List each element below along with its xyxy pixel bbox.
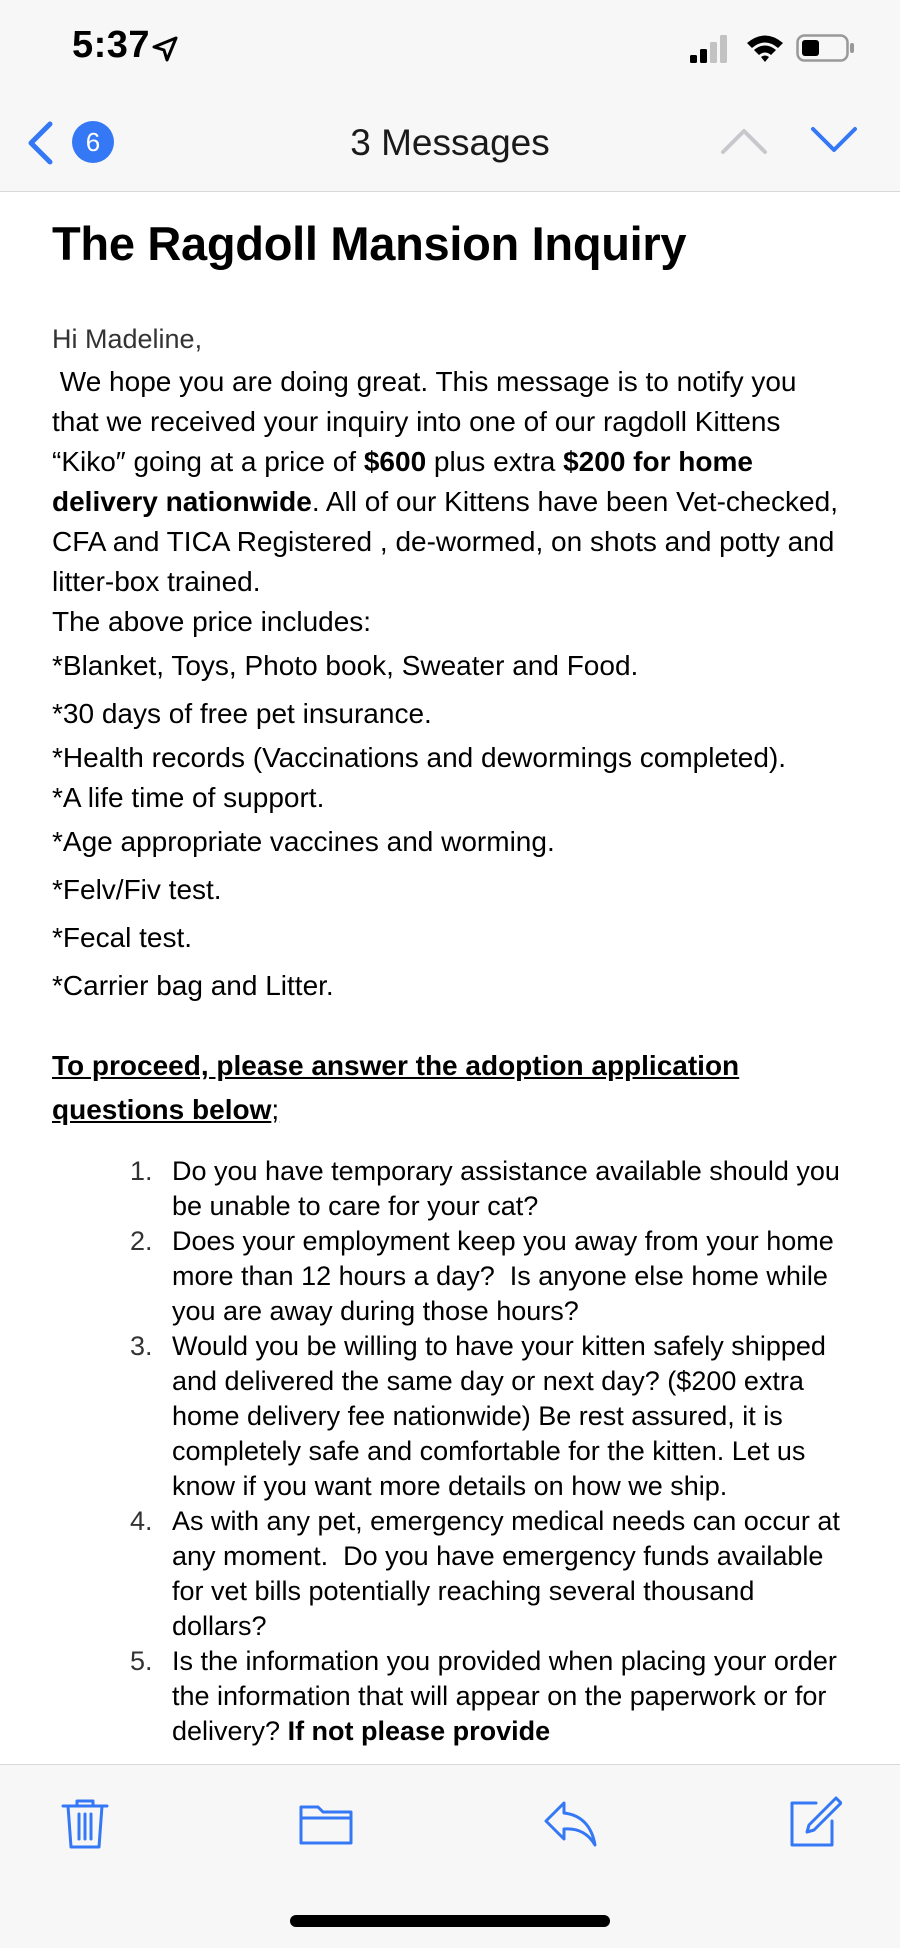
delivery-fee: $200 for home delivery nationwide xyxy=(52,446,753,517)
compose-icon[interactable] xyxy=(786,1795,842,1851)
proceed-text: To proceed, please answer the adoption application questions below xyxy=(52,1050,740,1125)
message-body[interactable] xyxy=(52,192,852,1764)
includes-item: *Age appropriate vaccines and worming. xyxy=(52,826,555,857)
home-indicator xyxy=(290,1915,610,1927)
cellular-signal-icon xyxy=(690,35,730,63)
email-subject: The Ragdoll Mansion Inquiry xyxy=(52,217,687,270)
question-number: 3. xyxy=(130,1331,153,1361)
wifi-icon xyxy=(745,32,785,64)
question-item xyxy=(130,1224,852,1329)
includes-item: *Felv/Fiv test. xyxy=(52,874,222,905)
includes-item: *Carrier bag and Litter. xyxy=(52,970,334,1001)
question-number: 1. xyxy=(130,1156,153,1186)
question-bold-tail: If not please provide xyxy=(287,1716,551,1746)
includes-item: *Fecal test. xyxy=(52,922,193,953)
trash-icon[interactable] xyxy=(57,1795,113,1851)
question-number: 5. xyxy=(130,1646,153,1676)
battery-icon xyxy=(796,34,856,62)
question-number: 4. xyxy=(130,1506,153,1536)
includes-item: *Blanket, Toys, Photo book, Sweater and Food. xyxy=(52,650,639,681)
intro-text: We hope you are doing great. This message is to notify you that we received your inquiry into one of our ragdoll Kittens “Kiko″ going at a price of xyxy=(52,366,797,477)
folder-icon[interactable] xyxy=(298,1795,354,1851)
intro-after: . All of our Kittens have been Vet-checked, CFA and TICA Registered , de-wormed, on shots and potty and litter-box trained. xyxy=(52,486,838,597)
greeting: Hi Madeline, xyxy=(52,324,203,354)
question-text: Does your employment keep you away from your home more than 12 hours a day? Is anyone else home while you are away during those hours? xyxy=(172,1226,834,1326)
question-number: 2. xyxy=(130,1226,153,1256)
chevron-down-icon[interactable] xyxy=(810,125,858,155)
reply-icon[interactable] xyxy=(542,1795,598,1851)
proceed-heading xyxy=(52,1044,842,1132)
unread-count-badge[interactable]: 6 xyxy=(72,121,114,163)
question-text: Would you be willing to have your kitten safely shipped and delivered the same day or next day? ($200 extra home delivery fee nationwide) Be rest assured, it is completely safe and comfortable for the kitten. Let us know if you want more details on how we ship. xyxy=(172,1331,826,1501)
status-time: 5:37 xyxy=(72,24,151,66)
question-text: As with any pet, emergency medical needs can occur at any moment. Do you have emergency funds available for vet bills potentially reaching several thousand dollars? xyxy=(172,1506,840,1641)
intro-paragraph xyxy=(52,362,842,602)
chevron-up-icon[interactable] xyxy=(720,125,768,155)
question-item xyxy=(130,1644,852,1749)
includes-item: *30 days of free pet insurance. xyxy=(52,698,432,729)
proceed-suffix: ; xyxy=(271,1094,280,1125)
questions-list xyxy=(130,1154,852,1749)
navigation-bar xyxy=(0,95,900,192)
status-bar xyxy=(0,0,900,95)
question-text: Do you have temporary assistance available should you be unable to care for your cat? xyxy=(172,1156,840,1221)
question-item xyxy=(130,1329,852,1504)
intro-mid: plus extra xyxy=(426,446,564,477)
includes-heading: The above price includes: xyxy=(52,606,372,637)
question-item xyxy=(130,1154,852,1224)
question-item xyxy=(130,1504,852,1644)
includes-item: *A life time of support. xyxy=(52,782,325,813)
thread-title: 3 Messages xyxy=(350,122,550,163)
price: $600 xyxy=(363,446,427,477)
location-arrow-icon xyxy=(150,34,180,64)
email-text xyxy=(52,362,842,1010)
includes-item: *Health records (Vaccinations and dewormings completed). xyxy=(52,742,787,773)
question-text: Is the information you provided when placing your order the information that will appear on the paperwork or for delivery? xyxy=(172,1646,837,1746)
